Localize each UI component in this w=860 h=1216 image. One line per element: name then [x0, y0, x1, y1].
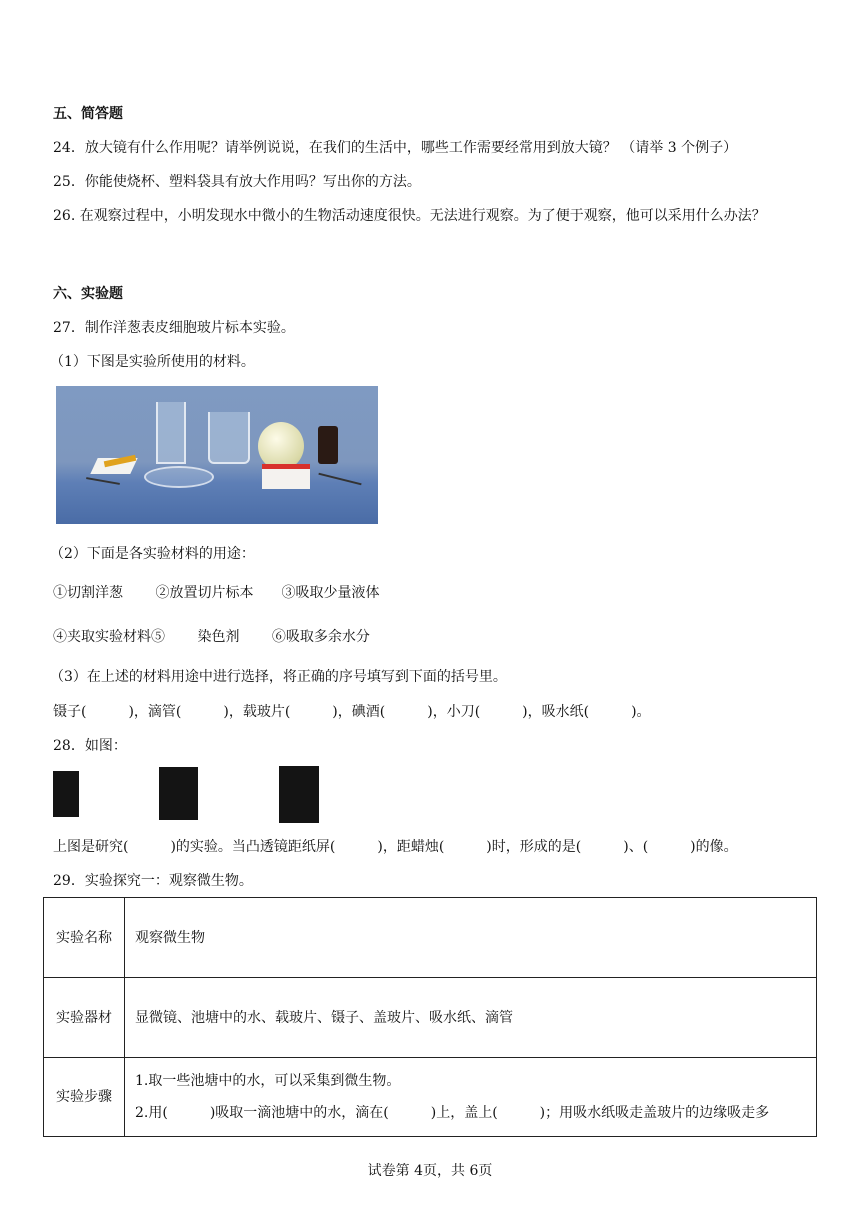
table-row	[44, 1058, 817, 1137]
table-cell-equipment: 显微镜、池塘中的水、载玻片、镊子、盖玻片、吸水纸、滴管	[125, 978, 817, 1058]
question-26: 26. 在观察过程中，小明发现水中微小的生物活动速度很快。无法进行观察。为了便于观察，他可以采用什么办法？	[53, 208, 766, 224]
uses-row-1: ①切割洋葱 ②放置切片标本 ③吸取少量液体	[53, 585, 380, 601]
table-header-steps: 实验步骤	[44, 1058, 125, 1137]
section-title-experiment: 六、实验题	[53, 286, 123, 302]
step-1: 1.取一些池塘中的水，可以采集到微生物。	[135, 1073, 401, 1089]
lens-image-2	[159, 767, 198, 820]
table-row	[44, 978, 817, 1058]
section-title-short-answer: 五、简答题	[53, 106, 123, 122]
question-28-fill-blanks: 上图是研究( )的实验。当凸透镜距纸屏( )，距蜡烛( )时，形成的是( )、( )的像。	[53, 839, 738, 855]
experiment-materials-photo	[56, 386, 378, 524]
page-footer: 试卷第 4页，共 6页	[367, 1163, 493, 1179]
question-28: 28．如图：	[53, 738, 127, 754]
step-2: 2.用( )吸取一滴池塘中的水，滴在( )上，盖上( )；用吸水纸吸走盖玻片的边缘吸走多	[135, 1105, 770, 1121]
lens-image-1	[53, 771, 79, 817]
experiment-table	[43, 897, 817, 1137]
question-25: 25．你能使烧杯、塑料袋具有放大作用吗？写出你的方法。	[53, 174, 421, 190]
table-row	[44, 898, 817, 978]
question-27-part-3: （3）在上述的材料用途中进行选择，将正确的序号填写到下面的括号里。	[50, 669, 507, 685]
question-27-part-2: （2）下面是各实验材料的用途：	[50, 546, 255, 562]
question-24: 24．放大镜有什么作用呢？请举例说说，在我们的生活中，哪些工作需要经常用到放大镜？ （请举 3 个例子）	[53, 140, 738, 156]
table-cell-name: 观察微生物	[125, 898, 817, 978]
question-29: 29．实验探究一：观察微生物。	[53, 873, 253, 889]
question-27-part-1: （1）下图是实验所使用的材料。	[50, 354, 255, 370]
table-cell-steps	[125, 1058, 817, 1137]
uses-row-2: ④夹取实验材料⑤ 染色剂 ⑥吸取多余水分	[53, 629, 370, 645]
table-header-equipment: 实验器材	[44, 978, 125, 1058]
question-27: 27．制作洋葱表皮细胞玻片标本实验。	[53, 320, 295, 336]
table-header-name: 实验名称	[44, 898, 125, 978]
question-27-fill-blanks: 镊子( )，滴管( )，载玻片( )，碘酒( )，小刀( )，吸水纸( )。	[53, 704, 651, 720]
lens-image-3	[279, 766, 319, 823]
